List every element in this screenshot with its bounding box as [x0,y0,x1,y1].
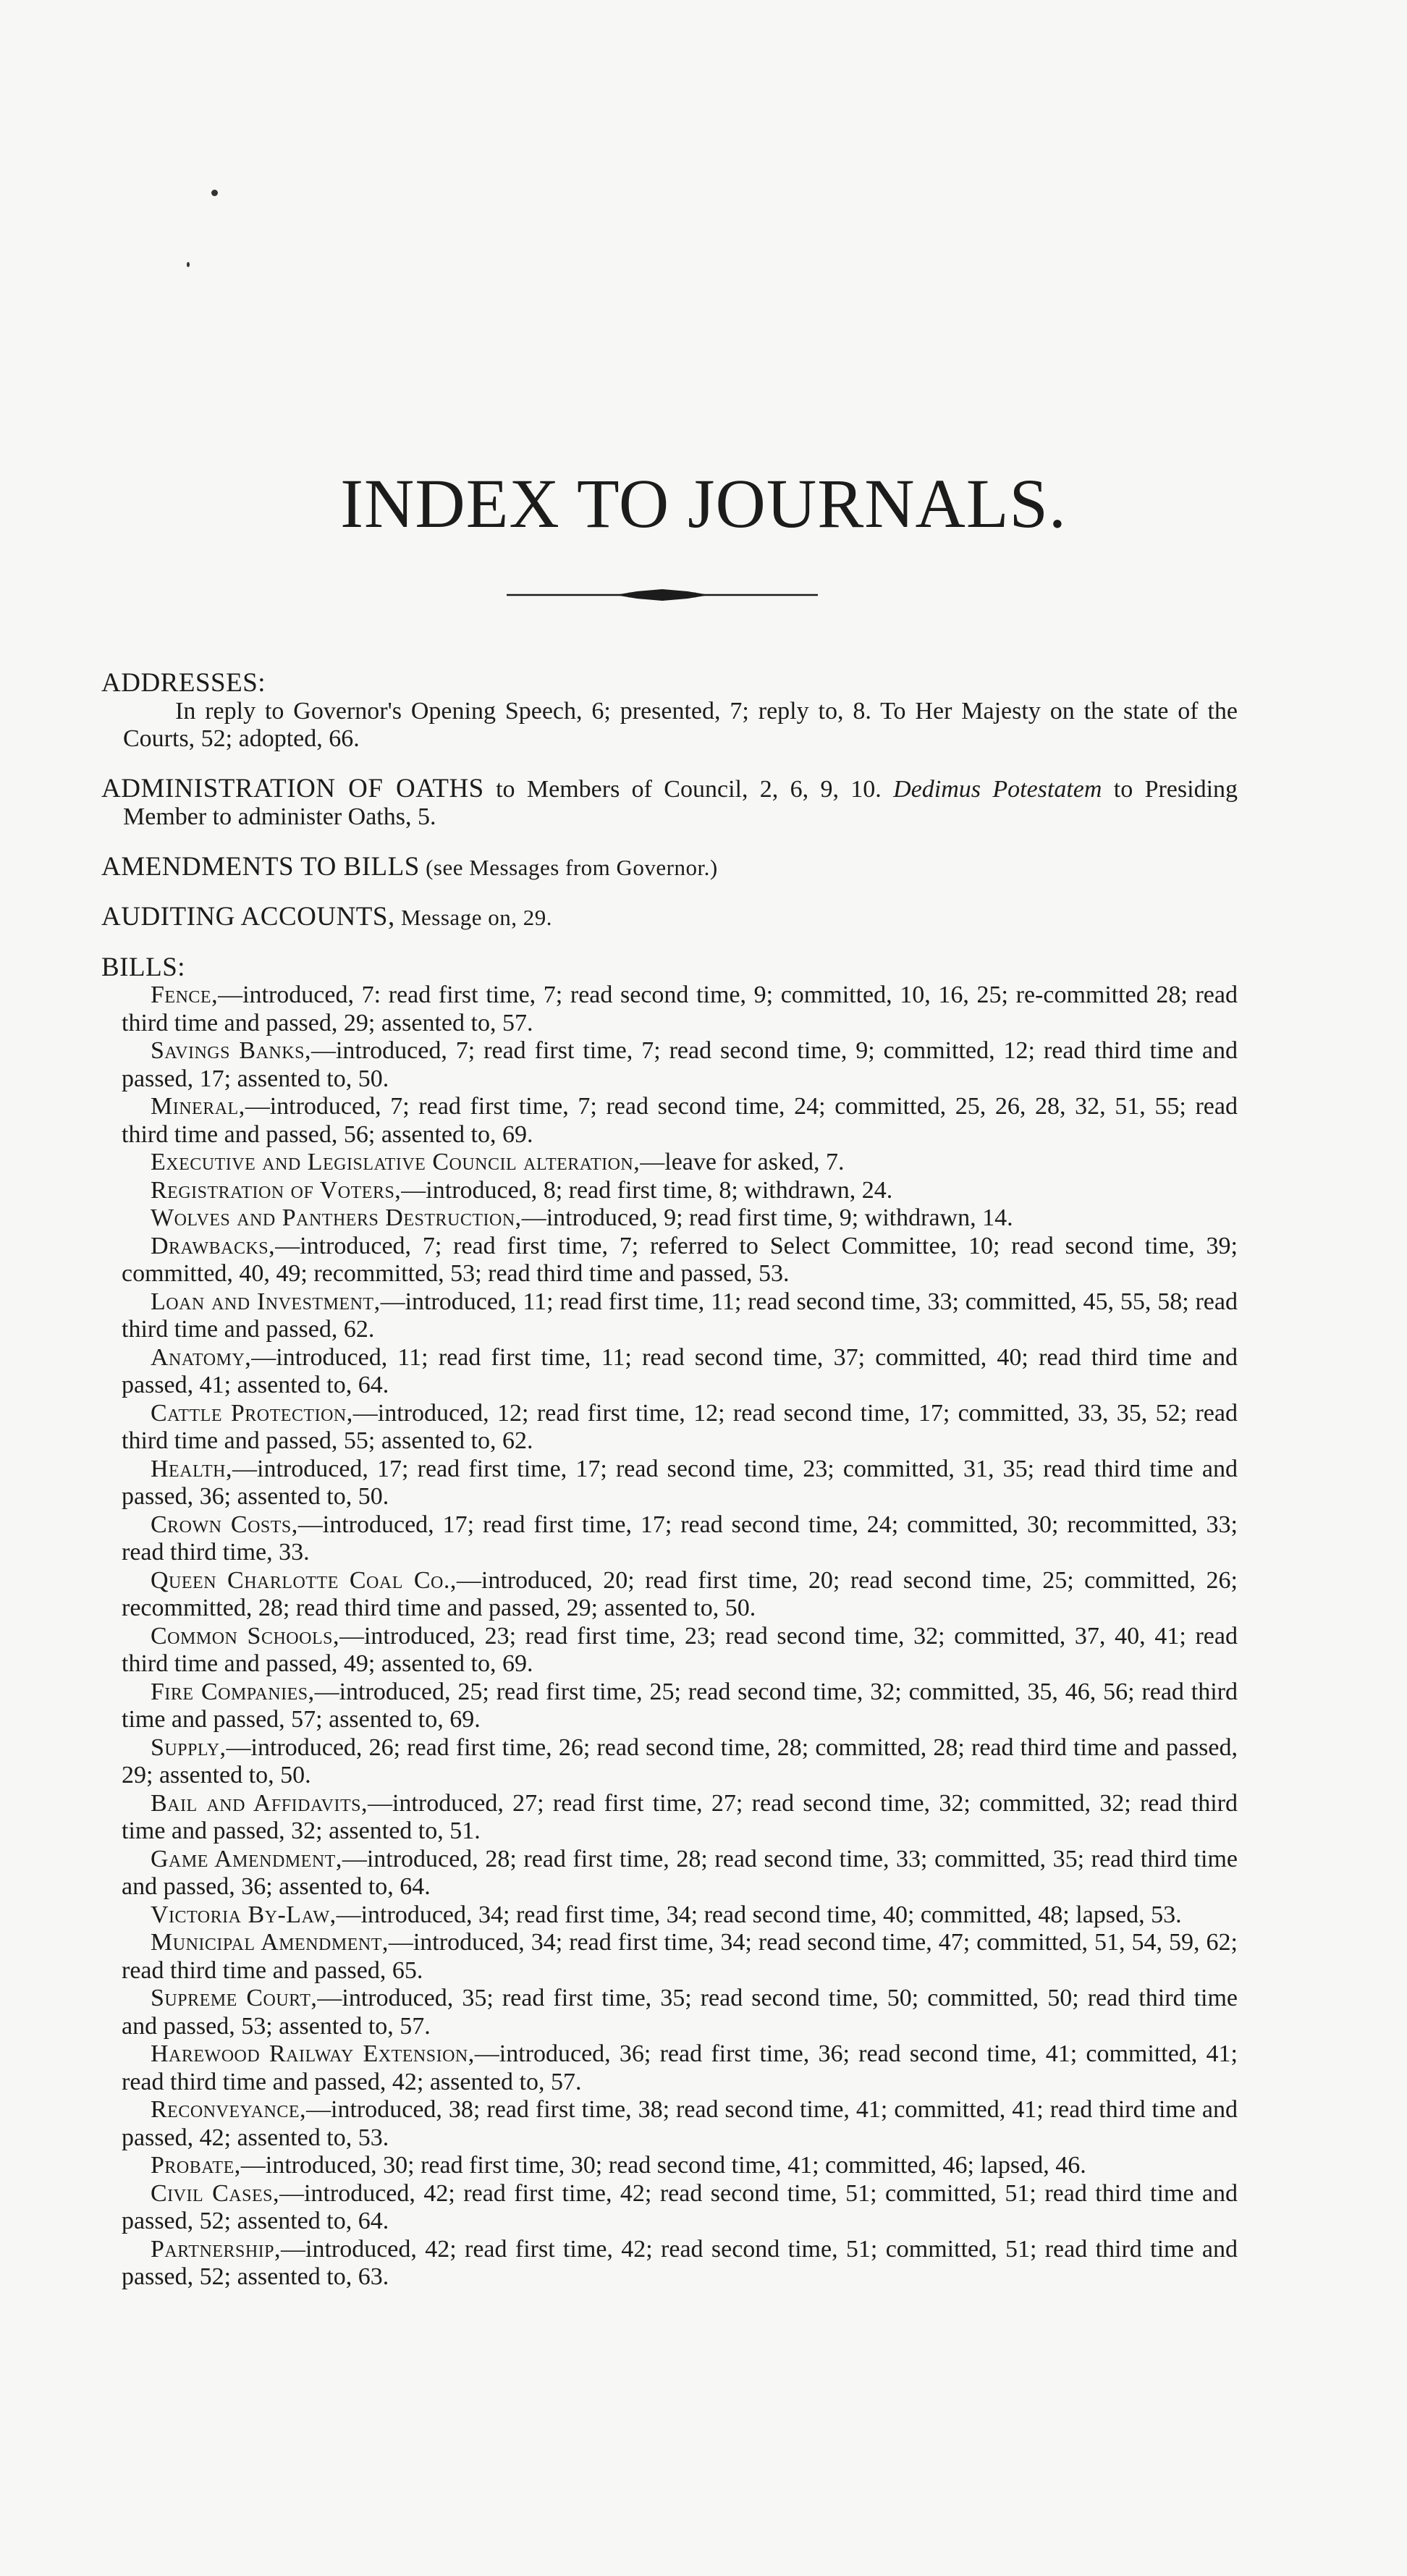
bill-history: —introduced, 38; read first time, 38; read second time, 41; committed, 41; read third time and passed, 42; assented to, 53. [122,2096,1238,2151]
bills-section [101,954,1238,2292]
bill-history: —introduced, 34; read first time, 34; read second time, 40; committed, 48; lapsed, 53. [336,1901,1182,1928]
bill-entry [101,1204,1238,1233]
bill-history: —introduced, 34; read first time, 34; read second time, 47; committed, 51, 54, 59, 62; read third time and passed, 65. [122,1929,1238,1984]
bill-entry [101,1734,1238,1790]
bill-entry [101,1177,1238,1205]
auditing-text: Message on, 29. [394,905,552,930]
bill-name: Victoria By-Law, [151,1901,337,1928]
bill-history: —introduced, 7: read first time, 7; read second time, 9; committed, 10, 16, 25; re-committed 28; read third time and passed, 29; assented to, 57. [122,981,1238,1036]
bill-name: Harewood Railway Extension, [151,2040,475,2067]
bill-history: —introduced, 7; read first time, 7; read second time, 9; committed, 12; read third time and passed, 17; assented to, 50. [122,1037,1238,1092]
title-ornament-rule [507,586,818,604]
bill-entry [101,1623,1238,1678]
bill-name: Reconveyance, [151,2096,307,2123]
bill-name: Wolves and Panthers Destruction, [151,1204,522,1231]
bill-name: Cattle Protection, [151,1399,353,1427]
amendments-section [101,853,1238,882]
bill-name: Executive and Legislative Council alteration, [151,1149,641,1175]
bill-entry [101,1567,1238,1623]
bill-name: Fire Companies, [151,1678,315,1705]
bill-entry [101,1678,1238,1734]
bill-history: —introduced, 7; read first time, 7; read second time, 24; committed, 25, 26, 28, 32, 51, 55; read third time and passed, 56; assented to, 69. [122,1093,1238,1148]
bill-history: —introduced, 23; read first time, 23; read second time, 32; committed, 37, 40, 41; read third time and passed, 49; assented to, 69. [122,1622,1238,1677]
page-title: INDEX TO JOURNALS. [340,465,1067,542]
bill-name: Supreme Court, [151,1985,318,2011]
bill-entry [101,981,1238,1037]
bill-name: Queen Charlotte Coal Co., [151,1566,457,1594]
bill-entry [101,1149,1238,1177]
index-content [101,670,1238,2313]
bill-entry [101,1790,1238,1846]
bill-history: —introduced, 26; read first time, 26; read second time, 28; committed, 28; read third time and passed, 29; assented to, 50. [122,1733,1238,1789]
administration-text: to Members of Council, 2, 6, 9, 10. [483,775,894,803]
bill-name: Common Schools, [151,1622,339,1650]
administration-italic: Dedimus Potestatem [893,775,1102,803]
bill-name: Health, [151,1455,232,1482]
bill-history: —introduced, 42; read first time, 42; read second time, 51; committed, 51; read third time and passed, 52; assented to, 63. [122,2235,1238,2290]
amendments-note: (see Messages from Governor.) [419,854,718,880]
bill-history: —introduced, 20; read first time, 20; read second time, 25; committed, 26; recommitted, 28; read third time and passed, 29; assented to, 50. [122,1566,1238,1621]
bill-name: Game Amendment, [151,1845,342,1872]
auditing-entry [101,903,1238,932]
bill-history: —introduced, 7; read first time, 7; referred to Select Committee, 10; read second time, 39; committed, 40, 49; recommitted, 53; read third time and passed, 53. [122,1232,1238,1287]
amendments-entry [101,853,1238,882]
bill-entry [101,2096,1238,2152]
bill-name: Municipal Amendment, [151,1929,389,1956]
bill-entry [101,2040,1238,2096]
bill-history: —introduced, 17; read first time, 17; read second time, 24; committed, 30; recommitted, 33; read third time, 33. [122,1511,1238,1566]
bill-history: —introduced, 17; read first time, 17; read second time, 23; committed, 31, 35; read third time and passed, 36; assented to, 50. [122,1455,1238,1510]
bill-history: —introduced, 30; read first time, 30; read second time, 41; committed, 46; lapsed, 46. [240,2152,1086,2179]
bill-entry [101,1456,1238,1511]
bill-entry [101,1929,1238,1985]
addresses-heading: ADDRESSES: [101,668,266,698]
bill-history: —introduced, 27; read first time, 27; read second time, 32; committed, 32; read third time and passed, 32; assented to, 51. [122,1789,1238,1844]
bill-entry [101,2152,1238,2180]
bill-entry [101,1400,1238,1456]
bill-name: Crown Costs, [151,1511,298,1538]
bill-name: Registration of Voters, [151,1176,402,1204]
bill-history: —introduced, 11; read first time, 11; read second time, 37; committed, 40; read third time and passed, 41; assented to, 64. [122,1343,1238,1398]
bill-name: Bail and Affidavits, [151,1789,368,1817]
bill-entry [101,2180,1238,2236]
ink-speck [187,262,190,267]
administration-section [101,775,1238,832]
auditing-heading: AUDITING ACCOUNTS, [101,902,395,932]
bill-history: —introduced, 12; read first time, 12; read second time, 17; committed, 33, 35, 52; read third time and passed, 55; assented to, 62. [122,1399,1238,1454]
bill-history: —introduced, 42; read first time, 42; read second time, 51; committed, 51; read third time and passed, 52; assented to, 64. [122,2179,1238,2234]
administration-entry [101,775,1238,832]
bill-entry [101,1233,1238,1288]
bill-history: —introduced, 9; read first time, 9; withdrawn, 14. [521,1204,1013,1231]
bill-entry [101,2236,1238,2292]
auditing-section [101,903,1238,932]
bill-name: Probate, [151,2152,241,2179]
bill-history: —introduced, 25; read first time, 25; read second time, 32; committed, 35, 46, 56; read third time and passed, 57; assented to, 69. [122,1678,1238,1733]
bill-entry [101,1037,1238,1093]
bill-entry [101,1985,1238,2040]
bill-entry [101,1901,1238,1930]
bill-entry [101,1846,1238,1901]
bill-name: Savings Banks, [151,1037,311,1064]
bill-history: —introduced, 11; read first time, 11; read second time, 33; committed, 45, 55, 58; read third time and passed, 62. [122,1288,1238,1343]
amendments-heading: AMENDMENTS TO BILLS [101,851,420,882]
administration-text-2: to Presiding Member to administer Oaths, 5. [123,775,1238,830]
bill-history: —introduced, 8; read first time, 8; withdrawn, 24. [401,1176,893,1204]
bill-entry [101,1344,1238,1400]
addresses-section [101,670,1238,753]
bill-name: Loan and Investment, [151,1288,381,1315]
addresses-entry: In reply to Governor's Opening Speech, 6; presented, 7; reply to, 8. To Her Majesty on the state of the Courts, 52; adopted, 66. [123,697,1238,752]
bills-heading: BILLS: [101,952,186,982]
bill-name: Anatomy, [151,1343,252,1371]
bill-entry [101,1288,1238,1344]
bill-history: —leave for asked, 7. [640,1149,845,1175]
bill-entry [101,1093,1238,1149]
bills-list [101,981,1238,2292]
bill-name: Fence, [151,981,219,1008]
bill-name: Mineral, [151,1093,245,1120]
bill-entry [101,1511,1238,1567]
bill-name: Supply, [151,1733,227,1761]
bill-history: —introduced, 28; read first time, 28; read second time, 33; committed, 35; read third time and passed, 36; assented to, 64. [122,1845,1238,1900]
bill-history: —introduced, 35; read first time, 35; read second time, 50; committed, 50; read third time and passed, 53; assented to, 57. [122,1985,1238,2040]
bill-name: Partnership, [151,2235,281,2263]
ink-speck [211,190,218,196]
bill-name: Civil Cases, [151,2179,279,2207]
bill-name: Drawbacks, [151,1232,276,1259]
administration-heading: ADMINISTRATION OF OATHS [101,773,484,803]
bill-history: —introduced, 36; read first time, 36; read second time, 41; committed, 41; read third time and passed, 42; assented to, 57. [122,2040,1238,2095]
